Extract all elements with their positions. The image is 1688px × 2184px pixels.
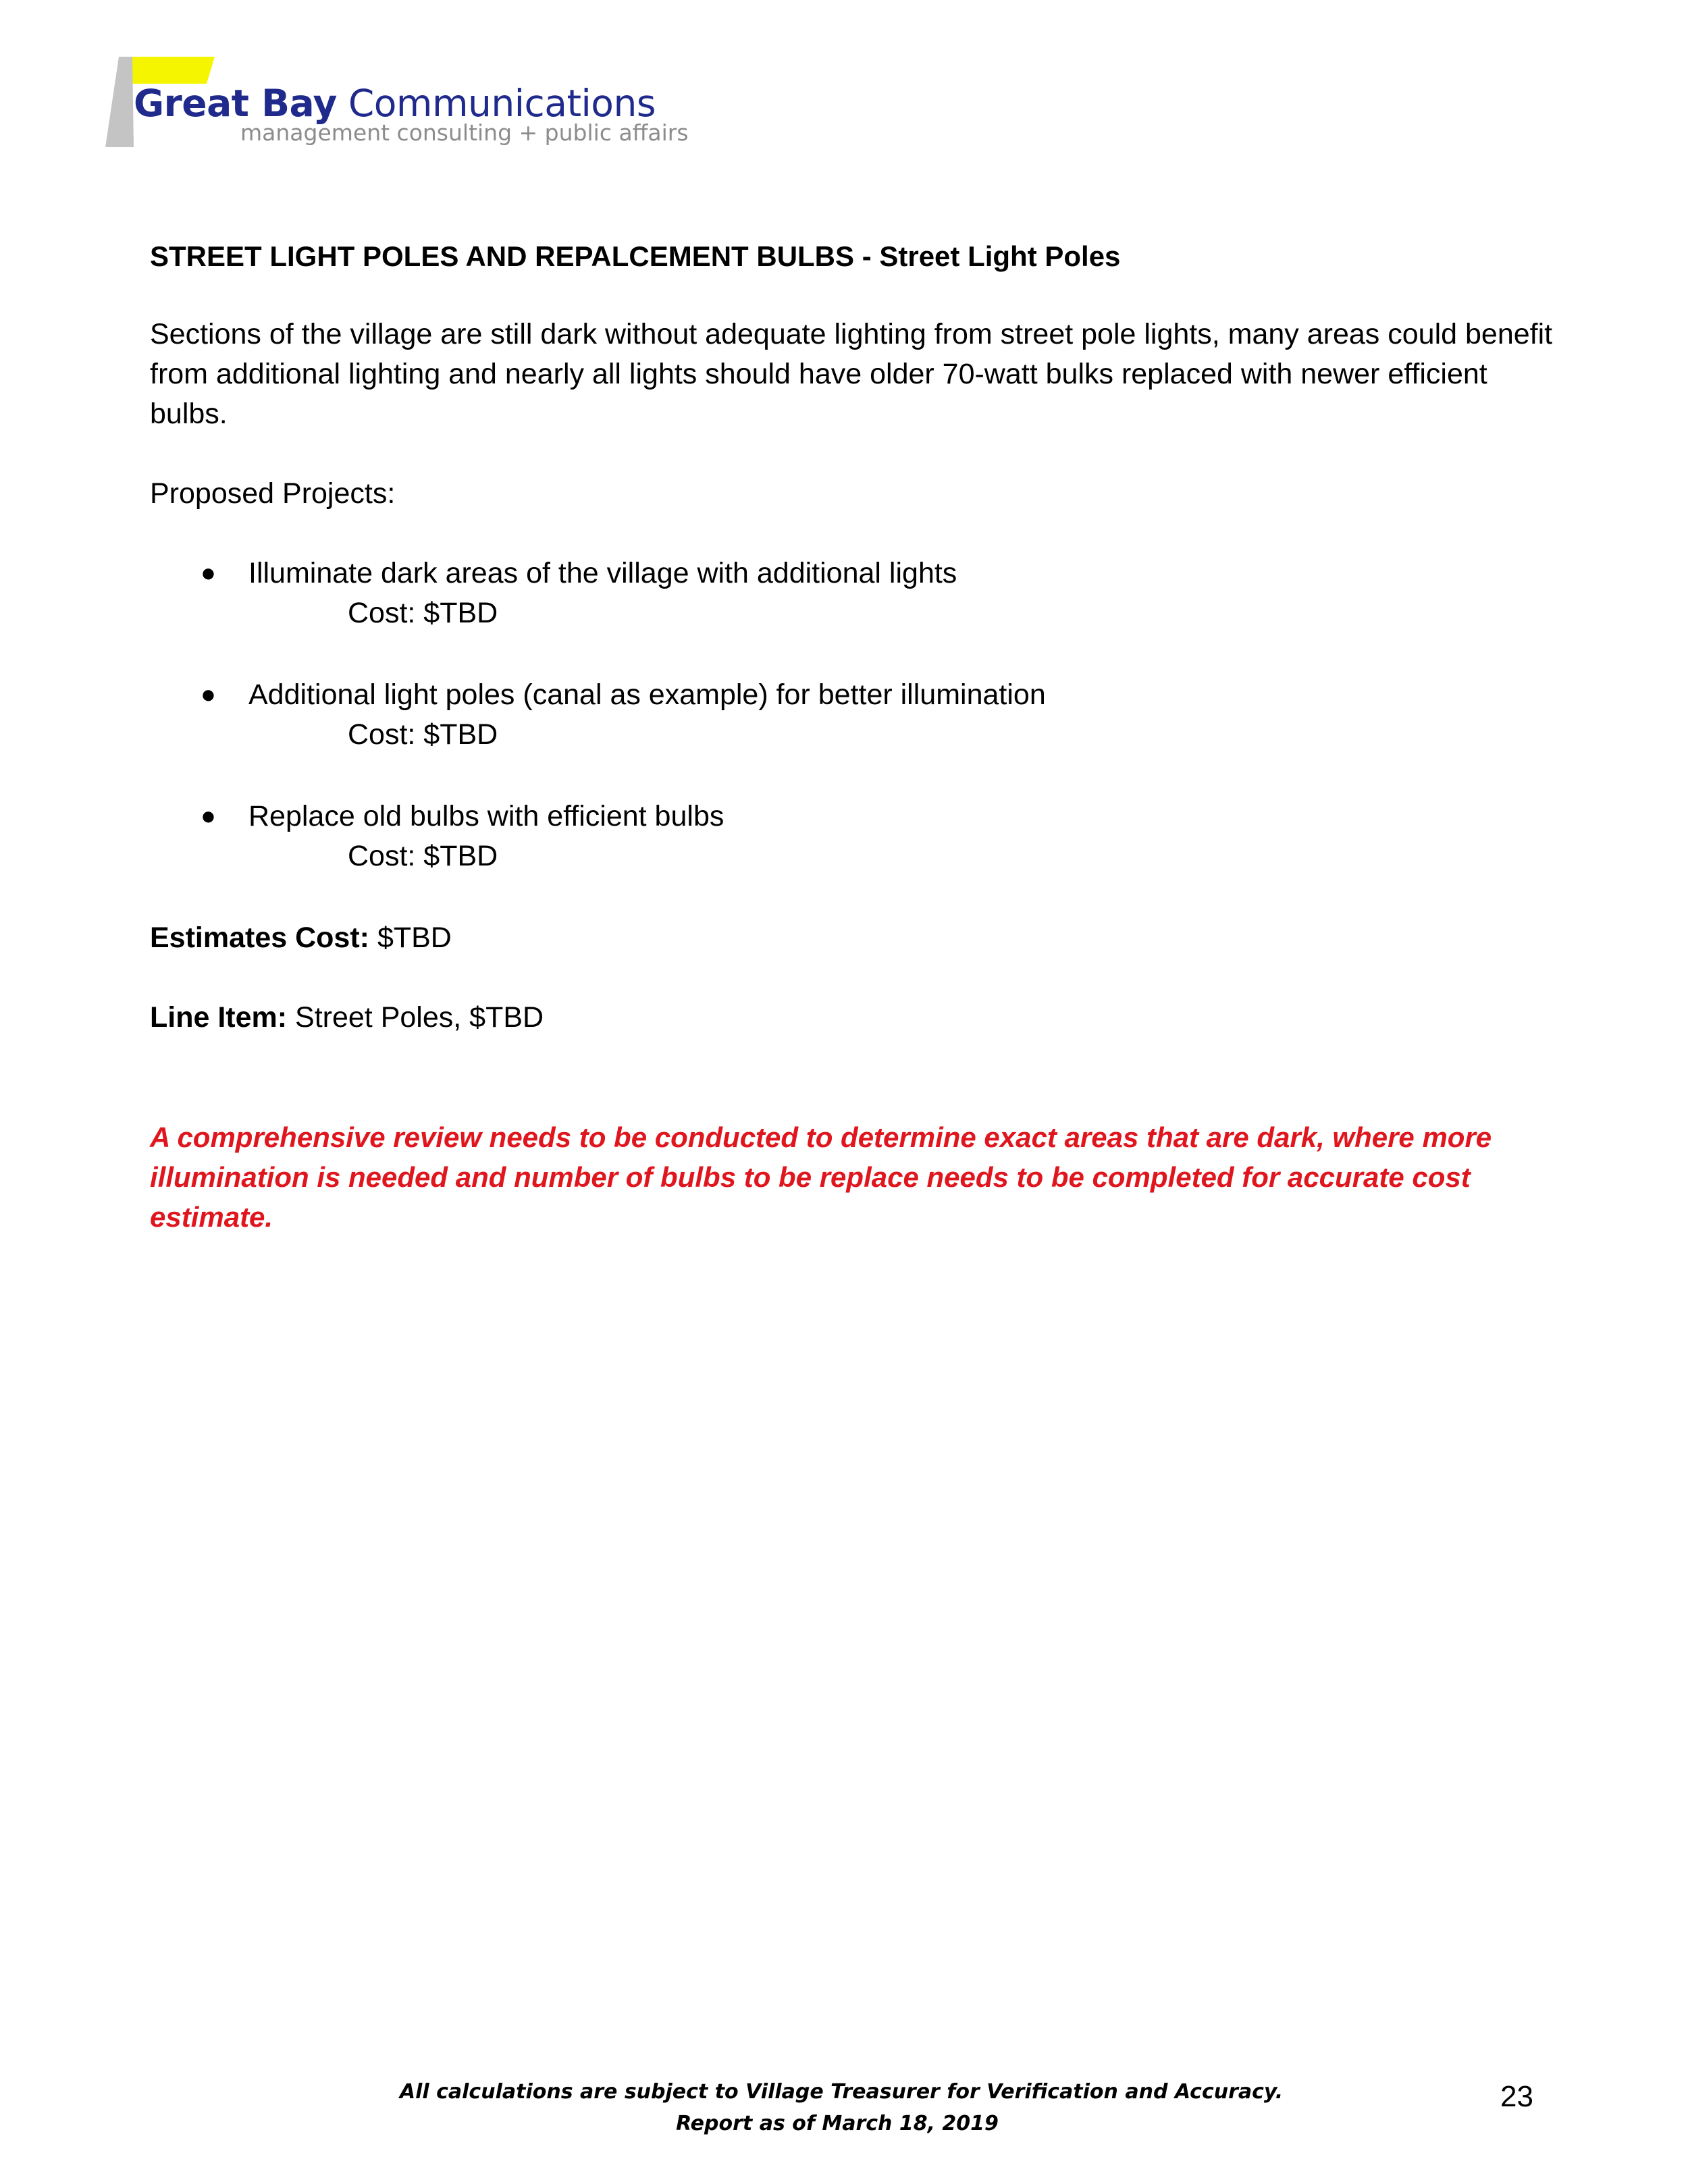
project-cost: Cost: $TBD xyxy=(348,718,498,751)
footer-report-date: Report as of March 18, 2019 xyxy=(676,2112,999,2135)
project-title: Additional light poles (canal as example) for better illumination xyxy=(248,678,1046,711)
page-footer xyxy=(0,2076,1688,2139)
document-body xyxy=(150,236,1568,1237)
intro-paragraph: Sections of the village are still dark without adequate lighting from street pole lights, many areas could benefit from additional lighting and nearly all lights should have older 70-watt bulks replaced with newer efficient bulbs. xyxy=(150,318,1553,430)
review-note: A comprehensive review needs to be conducted to determine exact areas that are dark, where more illumination is needed and number of bulbs to be replace needs to be completed for accurate cost estimate. xyxy=(150,1121,1492,1233)
projects-label: Proposed Projects: xyxy=(150,477,396,510)
project-title: Illuminate dark areas of the village with additional lights xyxy=(248,557,957,589)
footer-disclaimer: All calculations are subject to Village Treasurer for Verification and Accuracy. xyxy=(399,2080,1284,2104)
bullet-icon: ● xyxy=(201,559,216,587)
estimate-cost xyxy=(150,918,1568,958)
company-logo xyxy=(101,54,689,155)
project-cost: Cost: $TBD xyxy=(348,840,498,872)
project-item xyxy=(150,675,1568,755)
line-item xyxy=(150,998,1568,1038)
estimate-cost-label: Estimates Cost: xyxy=(150,922,369,954)
section-heading: STREET LIGHT POLES AND REPALCEMENT BULBS - Street Light Poles xyxy=(150,240,1121,272)
project-item xyxy=(150,554,1568,633)
page-number: 23 xyxy=(1500,2080,1533,2113)
line-item-value: Street Poles, $TBD xyxy=(295,1001,544,1034)
project-item xyxy=(150,797,1568,876)
logo-subtitle: management consulting + public affairs xyxy=(240,119,689,146)
bullet-icon: ● xyxy=(201,681,216,709)
logo-title-rest: Communications xyxy=(348,82,656,125)
bullet-icon: ● xyxy=(201,802,216,830)
logo-title-bold: Great Bay xyxy=(134,82,337,125)
project-cost: Cost: $TBD xyxy=(348,597,498,629)
projects-list xyxy=(150,554,1568,876)
logo-gray-beam xyxy=(105,57,134,147)
estimate-cost-value: $TBD xyxy=(377,922,452,954)
line-item-label: Line Item: xyxy=(150,1001,288,1034)
project-title: Replace old bulbs with efficient bulbs xyxy=(248,800,724,832)
